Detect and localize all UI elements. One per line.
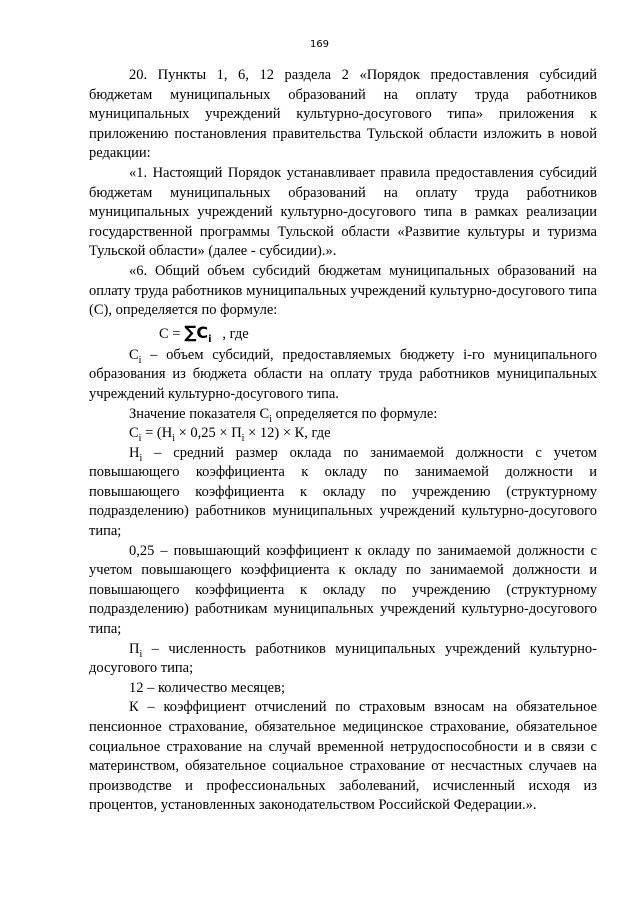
paragraph-months-definition: 12 – количество месяцев;	[129, 679, 285, 696]
document-body	[89, 66, 597, 816]
formula-ci: $С_i = (Н_i \times 0,25 \times П_i \times 12) \times К$, где	[129, 425, 331, 444]
sum-symbol: ∑	[184, 322, 197, 343]
formula-tail: , где	[211, 325, 249, 342]
paragraph-point-1: «1. Настоящий Порядок устанавливает правила предоставления субсидий бюджетам муниципальных образований на оплату труда работников муниципальных учреждений культурно-досугового типа в рамках реализации государственной программы Тульской области «Развитие культуры и туризма Тульской области» (далее - субсидии).».	[89, 164, 597, 260]
formula-ci: $C_i$	[196, 322, 212, 345]
paragraph-k-definition: К – коэффициент отчислений по страховым взносам на обязательное пенсионное страхование, обязательное медицинское страхование, обязательное социальное страхование на случай временной нетрудоспособности и в связи с материнством, обязательное социальное страхование от несчастных случаев на производстве и профессиональных заболеваний, исчисленный исходя из процентов, установленных законодательством Российской Федерации.».	[89, 699, 597, 814]
paragraph-item-20: 20. Пункты 1, 6, 12 раздела 2 «Порядок предоставления субсидий бюджетам муниципальных образований на оплату труда работников муниципальных учреждений культурно-досугового типа» приложения к приложению постановления правительства Тульской области изложить в новой редакции:	[89, 67, 597, 162]
paragraph-pi-definition: $П_i$ – численность работников муниципальных учреждений культурно-досугового типа;	[89, 640, 597, 677]
paragraph-ci-formula-intro: Значение показателя $С_i$ определяется по формуле:	[129, 405, 438, 425]
formula-lhs: С =	[159, 325, 185, 342]
paragraph-hi-definition: $Н_i$ – средний размер оклада по занимаемой должности с учетом повышающего коэффициента к окладу по занимаемой должности и повышающего коэффициента к окладу по учреждению (структурному подразделению) работников муниципальных учреждений культурно-досугового типа;	[89, 444, 597, 540]
paragraph-coefficient-definition: 0,25 – повышающий коэффициент к окладу по занимаемой должности с учетом повышающего коэффициента к окладу по занимаемой должности и повышающего коэффициента к окладу по учреждению (структурному подразделению) работникам муниципальных учреждений культурно-досугового типа;	[89, 542, 597, 638]
page-number: 169	[309, 39, 330, 50]
paragraph-point-6: «6. Общий объем субсидий бюджетам муниципальных образований на оплату труда работников муниципальных учреждений культурно-досугового типа (С), определяется по формуле:	[89, 262, 597, 319]
formula-total-subsidy	[89, 321, 597, 346]
paragraph-ci-definition: $С_i$ – объем субсидий, предоставляемых бюджету i-го муниципального образования из бюджета области на оплату труда работников муниципальных учреждений культурно-досугового типа.	[89, 346, 597, 402]
